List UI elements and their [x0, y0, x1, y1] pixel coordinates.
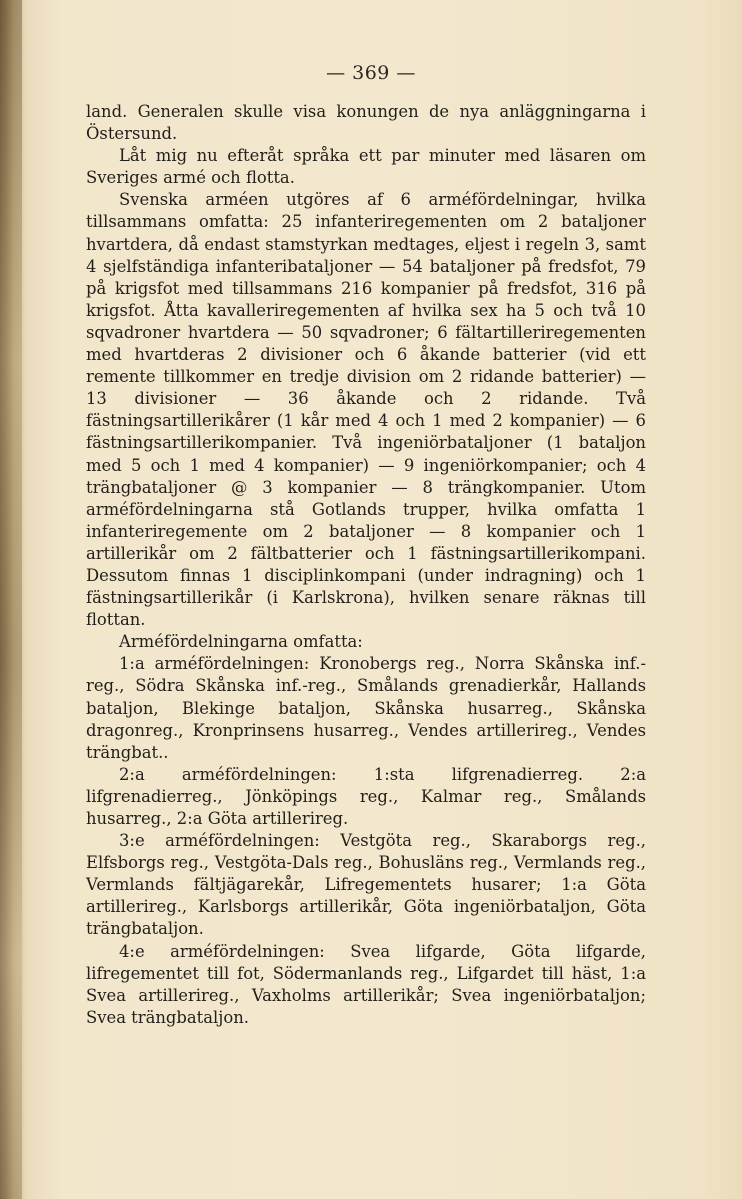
paragraph-continuation: land. Generalen skulle visa konungen de nya anläggningarna i Östersund. — [86, 102, 646, 144]
paragraph-division-1: 1:a arméfördelningen: Kronobergs reg., Norra Skånska inf.-reg., Södra Skånska inf.-reg., Smålands grenadierkår, Hallands bataljon, Blekinge bataljon, Skånska husarreg., Skånska dragonreg., Kronprinsens husarreg., Vendes artillerireg., Vendes trängbat.. — [86, 654, 646, 762]
paragraph-division-3: 3:e arméfördelningen: Vestgöta reg., Skaraborgs reg., Elfsborgs reg., Vestgöta-Dals reg., Bohusläns reg., Vermlands reg., Vermlands fältjägarekår, Lifregementets husarer; 1:a Göta artillerireg., Karlsborgs artillerikår, Göta ingeniörbataljon, Göta trängbataljon. — [86, 831, 646, 939]
page-number: — 369 — — [326, 62, 416, 84]
paragraph-intro-army-navy: Låt mig nu efteråt språka ett par minuter med läsaren om Sveriges armé och flotta. — [86, 146, 646, 188]
paragraph-divisions-heading: Arméfördelningarna omfatta: — [119, 632, 363, 652]
paragraph-army-composition: Svenska arméen utgöres af 6 arméfördelningar, hvilka tillsammans omfatta: 25 infanteriregementen om 2 bataljoner hvartdera, då endast stamstyrkan medtages, eljest i regeln 3, samt 4 sjelfständiga infanteribataljoner — 54 bataljoner på fredsfot, 79 på krigsfot med tillsammans 216 kompanier på fredsfot, 316 på krigsfot. Åtta kavalleriregementen af hvilka sex ha 5 och två 10 sqvadroner hvartdera — 50 sqvadroner; 6 fältartilleriregementen med hvartderas 2 divisioner och 6 åkande batterier (vid ett remente tillkommer en tredje division om 2 ridande batterier) — 13 divisioner — 36 åkande och 2 ridande. Två fästningsartillerikårer (1 kår med 4 och 1 med 2 kompanier) — 6 fästningsartillerikompanier. Två ingeniörbataljoner (1 bataljon med 5 och 1 med 4 kompanier) — 9 ingeniörkompanier; och 4 trängbataljoner @ 3 kompanier — 8 trängkompanier. Utom arméfördelningarna stå Gotlands trupper, hvilka omfatta 1 infanteriregemente om 2 bataljoner — 8 kompanier och 1 artillerikår om 2 fältbatterier och 1 fästningsartillerikompani. Dessutom finnas 1 disciplinkompani (under indragning) och 1 fästningsartillerikår (i Karlskrona), hvilken senare räknas till flottan. — [86, 190, 646, 630]
paragraph-division-2: 2:a arméfördelningen: 1:sta lifgrenadierreg. 2:a lifgrenadierreg., Jönköpings reg., Kalmar reg., Smålands husarreg., 2:a Göta artillerireg. — [86, 764, 646, 828]
page-binding-edge — [0, 0, 22, 1199]
paragraph-division-4: 4:e arméfördelningen: Svea lifgarde, Göta lifgarde, lifregementet till fot, Södermanlands reg., Lifgardet till häst, 1:a Svea artillerireg., Vaxholms artillerikår; Svea ingeniörbataljon; Svea trängbataljon. — [86, 941, 646, 1027]
body-text — [86, 101, 646, 1029]
